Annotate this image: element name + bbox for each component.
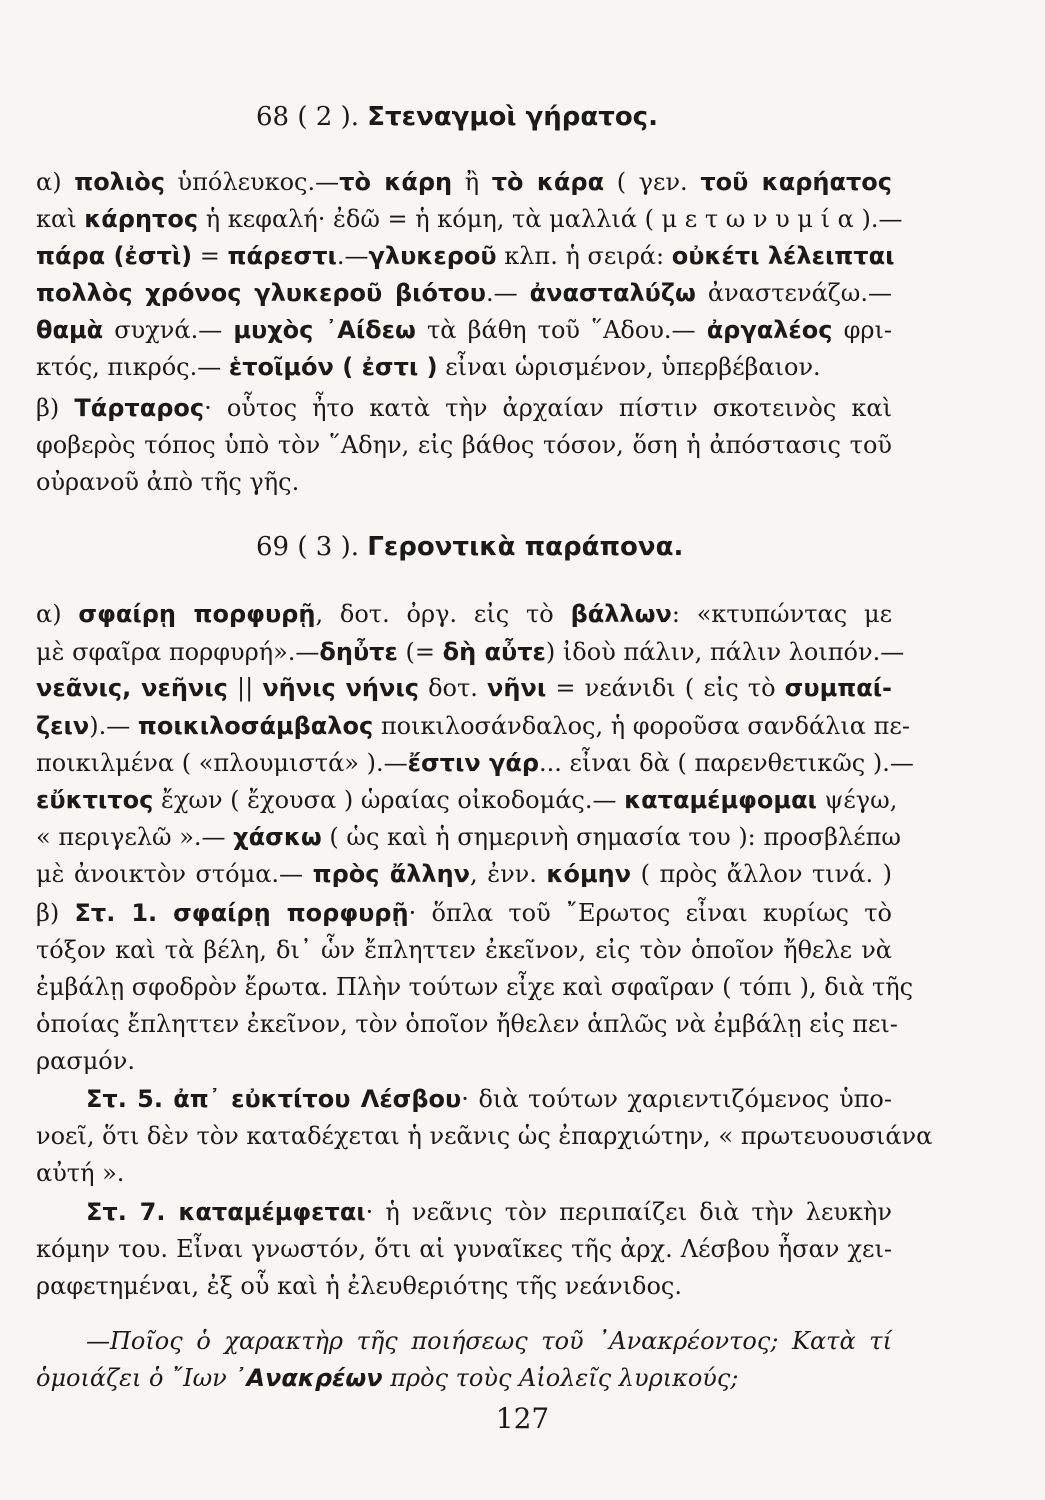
page-number: 127 [495,1402,550,1435]
text-line: ρασμόν. [36,1047,135,1075]
text-line: α) σφαίρῃ πορφυρῇ, δοτ. ὀργ. εἰς τὸ βάλλων: «κτυπώντας με [36,600,892,628]
text-line: τόξον καὶ τὰ βέλη, δι᾿ ὧν ἔπληττεν ἐκεῖνον, εἰς τὸν ὁποῖον ἤθελε νὰ [36,936,892,964]
text-line: αὐτή ». [36,1159,125,1187]
text-line: ποικιλμένα ( «πλουμιστά» ).—ἔστιν γάρ... εἶναι δὰ ( παρενθετικῶς ).— [36,749,914,777]
section-title: Στεναγμοὶ γήρατος. [367,102,658,132]
text-line: καὶ κάρητος ἡ κεφαλή· ἐδῶ = ἡ κόμη, τὰ μαλλιά ( μ ε τ ω ν υ μ ί α ).— [36,205,903,233]
text-line: φοβερὸς τόπος ὑπὸ τὸν ῞Αδην, εἰς βάθος τόσον, ὅση ἡ ἀπόστασις τοῦ [36,431,892,459]
text-line: ὁποίας ἔπληττεν ἐκεῖνον, τὸν ὁποῖον ἤθελεν ἁπλῶς νὰ ἐμβάλῃ εἰς πει- [36,1010,898,1038]
text-line: β) Στ. 1. σφαίρῃ πορφυρῇ· ὅπλα τοῦ ῎Ερωτος εἶναι κυρίως τὸ [36,899,892,927]
text-line: θαμὰ συχνά.— μυχὸς ᾿Αίδεω τὰ βάθη τοῦ ῞Αδου.— ἀργαλέος φρι- [36,316,893,344]
footnote-ref: ( 3 ). [297,532,359,562]
section-number: 69 [256,532,290,562]
question-line: —Ποῖος ὁ χαρακτὴρ τῆς ποιήσεως τοῦ ᾿Ανακρέοντος; Κατὰ τί [86,1327,892,1355]
section-title: Γεροντικὰ παράπονα. [367,532,684,562]
footnote-ref: ( 2 ). [297,102,359,132]
text-line: « περιγελῶ ».— χάσκω ( ὡς καὶ ἡ σημερινὴ σημασία του ): προσβλέπω [36,823,901,851]
text-line: μὲ σφαῖρα πορφυρή».—δηὖτε (= δὴ αὖτε) ἰδοὺ πάλιν, πάλιν λοιπόν.— [36,638,905,666]
text-line: εὔκτιτος ἔχων ( ἔχουσα ) ὡραίας οἰκοδομάς.— καταμέμφομαι ψέγω, [36,786,898,814]
text-line: μὲ ἀνοικτὸν στόμα.— πρὸς ἄλλην, ἐνν. κόμην ( πρὸς ἄλλον τινά. ) [36,860,892,888]
text-line: α) πολιὸς ὑπόλευκος.—τὸ κάρη ἢ τὸ κάρα ( γεν. τοῦ καρήατος [36,168,892,196]
text-line: β) Τάρταρος· οὗτος ἦτο κατὰ τὴν ἀρχαίαν πίστιν σκοτεινὸς καὶ [36,394,893,422]
text-line: Στ. 5. ἀπ᾿ εὐκτίτου Λέσβου· διὰ τούτων χαριεντιζόμενος ὑπο- [86,1085,892,1113]
text-line: Στ. 7. καταμέμφεται· ἡ νεᾶνις τὸν περιπαίζει διὰ τὴν λευκὴν [86,1198,892,1226]
section-69-heading [256,532,683,562]
section-number: 68 [256,102,290,132]
text-line: κόμην του. Εἶναι γνωστόν, ὅτι αἱ γυναῖκες τῆς ἀρχ. Λέσβου ἦσαν χει- [36,1235,892,1263]
text-line: οὐρανοῦ ἀπὸ τῆς γῆς. [36,468,300,496]
text-line: ζειν).— ποικιλοσάμβαλος ποικιλοσάνδαλος, ἡ φοροῦσα σανδάλια πε- [36,712,910,740]
text-line: κτός, πικρός.— ἑτοῖμόν ( ἐστι ) εἶναι ὡρισμένον, ὑπερβέβαιον. [36,353,821,381]
text-line: νεᾶνις, νεῆνις || νῆνις νήνις δοτ. νῆνι = νεάνιδι ( εἰς τὸ συμπαί- [36,674,893,702]
text-line: πολλὸς χρόνος γλυκεροῦ βιότου.— ἀνασταλύζω ἀναστενάζω.— [36,279,892,307]
text-line: νοεῖ, ὅτι δὲν τὸν καταδέχεται ἡ νεᾶνις ὡς ἐπαρχιώτην, « πρωτευουσιάνα [36,1122,933,1150]
section-68-heading [256,102,658,132]
text-line: πάρα (ἐστὶ) = πάρεστι.—γλυκεροῦ κλπ. ἡ σειρά: οὐκέτι λέλειπται [36,242,895,270]
text-line: ραφετημέναι, ἐξ οὗ καὶ ἡ ἐλευθεριότης τῆς νεάνιδος. [36,1272,682,1300]
text-line: ἐμβάλῃ σφοδρὸν ἔρωτα. Πλὴν τούτων εἶχε καὶ σφαῖραν ( τόπι ), διὰ τῆς [36,973,914,1001]
question-line: ὁμοιάζει ὁ ῎Ιων ᾿Ανακρέων πρὸς τοὺς Αἰολεῖς λυρικούς; [36,1364,739,1392]
